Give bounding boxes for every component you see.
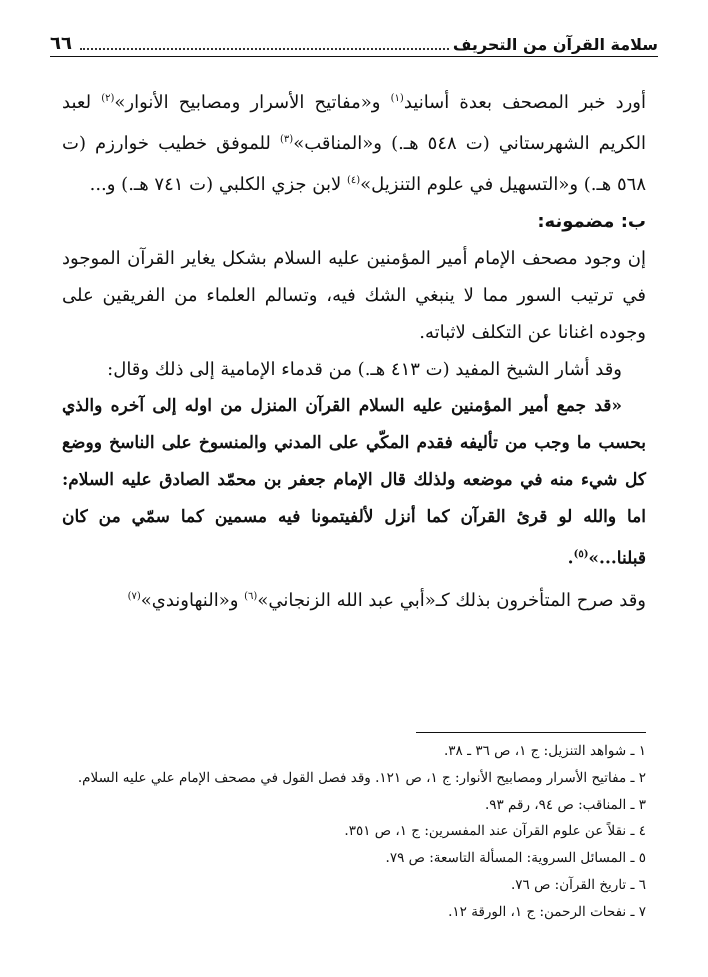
p1-text-3: لعبد الكريم الشهرستاني (ت ٥٤٨ هـ.) و«المناقب» — [62, 92, 646, 154]
footnotes — [62, 738, 646, 926]
footnote-item: ٤ ـ نقلاً عن علوم القرآن عند المفسرين: ج ١، ص ٣٥١. — [344, 823, 646, 840]
paragraph-sources — [62, 80, 646, 203]
quotation — [62, 388, 646, 578]
footnote-ref-6: (٦) — [244, 590, 258, 602]
footnote-item: ٢ ـ مفاتيح الأسرار ومصابيح الأنوار: ج ١، ص ١٢١. وقد فصل القول في مصحف الإمام علي عليه السلام. — [77, 769, 646, 786]
paragraph-content: إن وجود مصحف الإمام أمير المؤمنين عليه السلام بشكل يغاير القرآن الموجود في ترتيب السور مما لا ينبغي الشك فيه، وتسالم العلماء من الفريقين على وجوده اغنانا عن التكلف لاثباته. — [62, 248, 646, 343]
quote-text: «قد جمع أمير المؤمنين عليه السلام القرآن المنزل من اوله إلى آخره والذي بحسب ما وجب من تأليفه فقدم المكّي على المدني والمنسوخ على الناسخ ووضع كل شيء منه في موضعه ولذلك قال الإمام جعفر بن محمّد الصادق عليه السلام: اما والله لو قرئ القرآن كما أنزل لألفيتمونا فيه مسمين كما سمّي من كان قبلنا...» — [62, 396, 646, 569]
running-title: سلامة القرآن من التحريف — [452, 35, 658, 54]
section-subheading: ب: مضمونه: — [537, 211, 646, 232]
footnote-ref-7: (٧) — [127, 590, 141, 602]
p4-text-1: وقد صرح المتأخرون بذلك كـ«أبي عبد الله الزنجاني» — [257, 589, 646, 611]
footnote-item: ٥ ـ المسائل السروية: المسألة التاسعة: ص ٧٩. — [385, 850, 646, 867]
footnote-item: ٣ ـ المناقب: ص ٩٤، رقم ٩٣. — [484, 796, 646, 813]
p4-text-2: و«النهاوندي» — [140, 589, 245, 611]
header-dotted-leader — [80, 48, 449, 50]
page-header — [50, 30, 658, 57]
quote-end: . — [567, 548, 574, 569]
footnote-item: ٧ ـ نفحات الرحمن: ج ١، الورقة ١٢. — [448, 903, 646, 920]
footnote-ref-1: (١) — [390, 93, 404, 104]
p1-text-5: لابن جزي الكلبي (ت ٧٤١ هـ.) و... — [89, 174, 347, 195]
page-number: ٦٦ — [50, 33, 72, 54]
p1-text-4: للموفق خطيب خوارزم (ت ٥٦٨ هـ.) و«التسهيل في علوم التنزيل» — [62, 133, 646, 195]
footnote-item: ١ ـ شواهد التنزيل: ج ١، ص ٣٦ ـ ٣٨. — [443, 743, 646, 759]
footnote-ref-2: (٢) — [101, 93, 115, 104]
footnote-item: ٦ ـ تاريخ القرآن: ص ٧٦. — [510, 876, 646, 893]
footnote-separator — [416, 732, 646, 733]
paragraph-later-scholars — [62, 578, 646, 619]
main-text — [62, 80, 646, 619]
p1-text-1: أورد خبر المصحف بعدة أسانيد — [403, 92, 646, 113]
footnote-ref-3: (٣) — [280, 134, 294, 145]
paragraph-mufid: وقد أشار الشيخ المفيد (ت ٤١٣ هـ.) من قدماء الإمامية إلى ذلك وقال: — [107, 359, 622, 380]
p1-text-2: و«مفاتيح الأسرار ومصابيح الأنوار» — [114, 92, 391, 113]
footnote-ref-5: (٥) — [573, 549, 589, 560]
footnote-ref-4: (٤) — [346, 175, 361, 186]
